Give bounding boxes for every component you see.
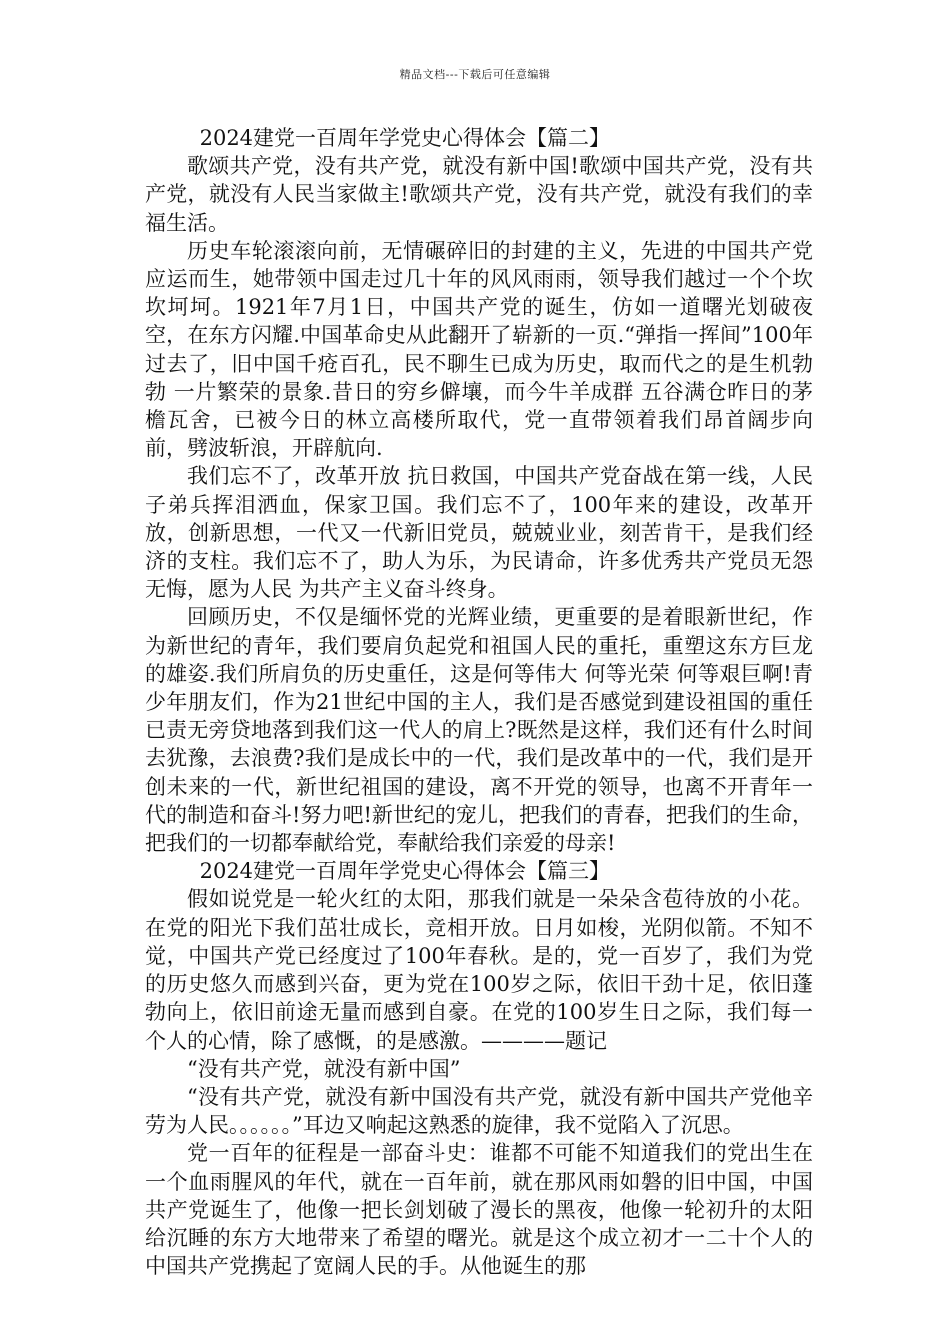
body-paragraph: “没有共产党，就没有新中国没有共产党，就没有新中国共产党他辛劳为人民。。。。。。”耳边又响起这熟悉的旋律，我不觉陷入了沉思。 xyxy=(145,1084,813,1138)
body-paragraph: 回顾历史，不仅是缅怀党的光辉业绩，更重要的是着眼新世纪，作为新世纪的青年，我们要肩负起党和祖国人民的重托，重塑这东方巨龙的雄姿.我们所肩负的历史重任，这是何等伟大 何等光荣 何等艰巨啊!青少年朋友们，作为21世纪中国的主人，我们是否感觉到建设祖国的重任已责无旁贷地落到我们这一代人的肩上?既然是这样，我们还有什么时间去犹豫，去浪费?我们是成长中的一代，我们是改革中的一代，我们是开创未来的一代，新世纪祖国的建设，离不开党的领导，也离不开青年一代的制造和奋斗!努力吧!新世纪的宠儿，把我们的青春，把我们的生命，把我们的一切都奉献给党，奉献给我们亲爱的母亲! xyxy=(145,605,813,856)
body-paragraph: 歌颂共产党，没有共产党，就没有新中国!歌颂中国共产党，没有共产党，就没有人民当家做主!歌颂共产党，没有共产党，就没有我们的幸福生活。 xyxy=(145,154,813,235)
body-paragraph: “没有共产党，就没有新中国” xyxy=(187,1056,461,1081)
section-heading: 2024建党一百周年学党史心得体会【篇二】 xyxy=(199,126,611,150)
section-heading: 2024建党一百周年学党史心得体会【篇三】 xyxy=(199,859,611,884)
document-body xyxy=(145,124,813,1280)
page-header: 精品文档---下载后可任意编辑 xyxy=(399,68,551,81)
body-paragraph: 党一百年的征程是一部奋斗史：谁都不可能不知道我们的党出生在一个血雨腥风的年代，就在一百年前，就在那风雨如磐的旧中国，中国共产党诞生了，他像一把长剑划破了漫长的黑夜，他像一轮初升的太阳给沉睡的东方大地带来了希望的曙光。就是这个成立初才一二十个人的中国共产党携起了宽阔人民的手。从他诞生的那 xyxy=(145,1141,813,1279)
body-paragraph: 我们忘不了，改革开放 抗日救国，中国共产党奋战在第一线，人民子弟兵挥泪洒血，保家卫国。我们忘不了，100年来的建设，改革开放，创新思想，一代又一代新旧党员，兢兢业业，刻苦肯干，是我们经济的支柱。我们忘不了，助人为乐，为民请命，许多优秀共产党员无怨无悔，愿为人民 为共产主义奋斗终身。 xyxy=(145,464,813,602)
body-paragraph: 历史车轮滚滚向前，无情碾碎旧的封建的主义，先进的中国共产党应运而生，她带领中国走过几十年的风风雨雨，领导我们越过一个个坎坎坷坷。1921年7月1日，中国共产党的诞生，仿如一道曙光划破夜空，在东方闪耀.中国革命史从此翻开了崭新的一页.“弹指一挥间”100年过去了，旧中国千疮百孔，民不聊生已成为历史，取而代之的是生机勃勃 一片繁荣的景象.昔日的穷乡僻壤，而今牛羊成群 五谷满仓昨日的茅檐瓦舍，已被今日的林立高楼所取代，党一直带领着我们昂首阔步向前，劈波斩浪，开辟航向. xyxy=(145,238,813,461)
body-paragraph: 假如说党是一轮火红的太阳，那我们就是一朵朵含苞待放的小花。在党的阳光下我们茁壮成长，竞相开放。日月如梭，光阴似箭。不知不觉，中国共产党已经度过了100年春秋。是的，党一百岁了，我们为党的历史悠久而感到兴奋，更为党在100岁之际，依旧干劲十足，依旧蓬勃向上，依旧前途无量而感到自豪。在党的100岁生日之际，我们每一个人的心情，除了感慨，的是感激。————题记 xyxy=(145,887,813,1053)
